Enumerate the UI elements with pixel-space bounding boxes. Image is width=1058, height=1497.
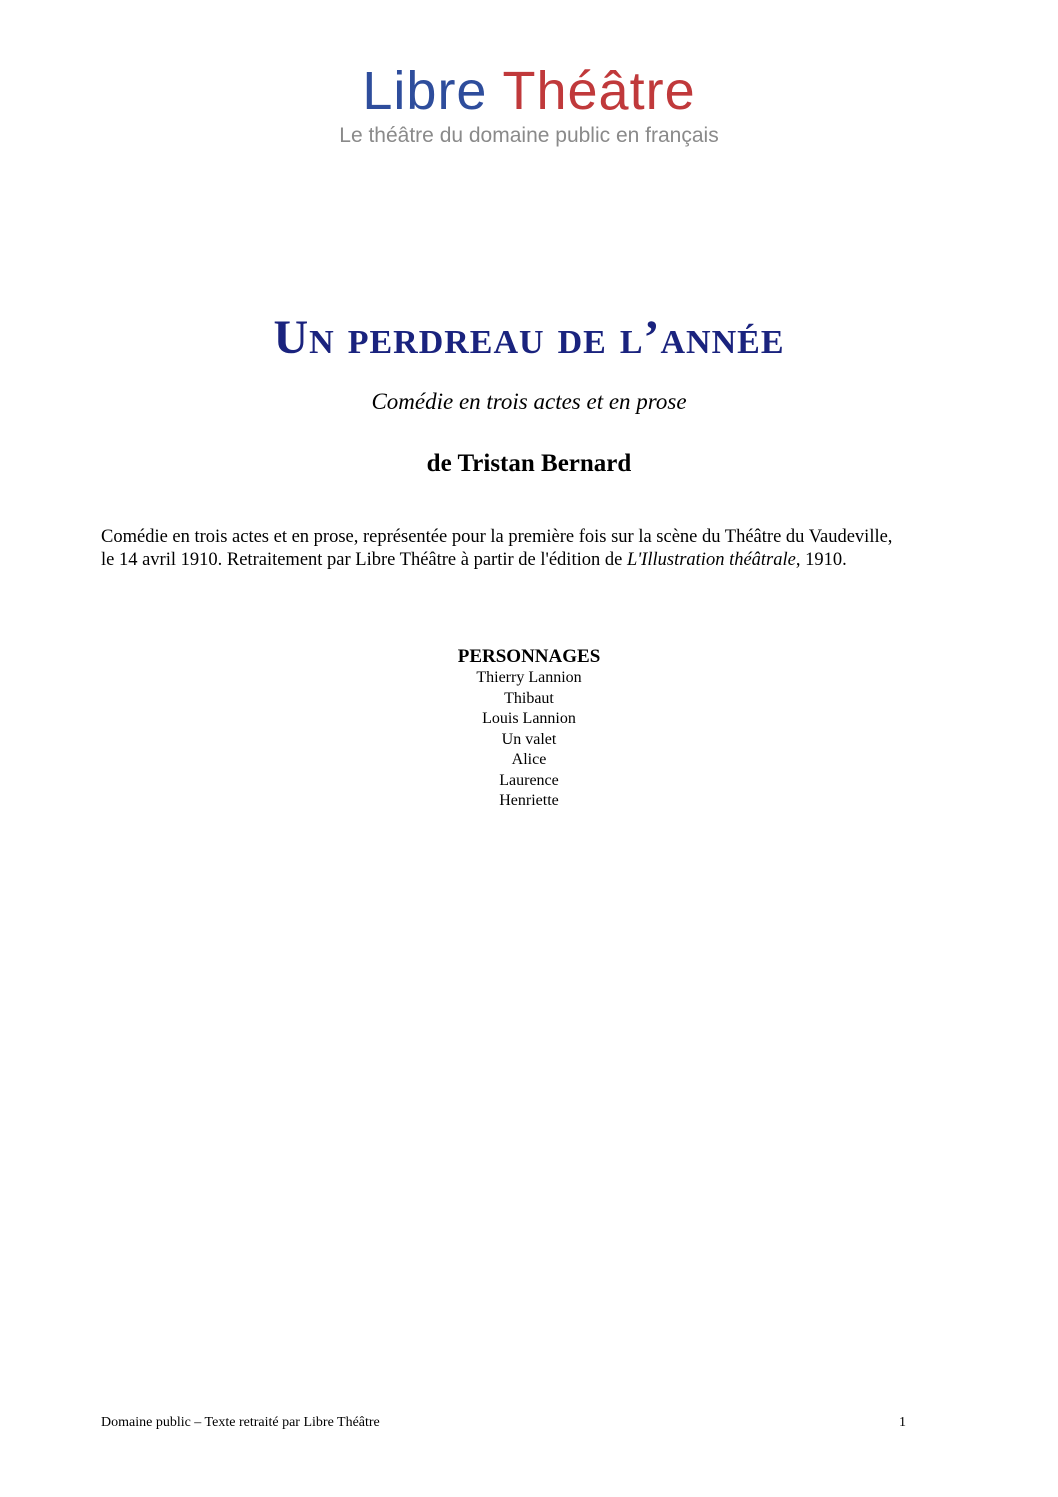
- logo-subtitle: Le théâtre du domaine public en français: [339, 124, 719, 147]
- character-item: Louis Lannion: [482, 710, 576, 727]
- edition-title: L'Illustration théâtrale: [626, 550, 796, 570]
- character-item: Laurence: [499, 771, 559, 789]
- logo-word-theatre: Théâtre: [502, 61, 696, 121]
- play-genre: Comédie en trois actes et en prose: [371, 389, 687, 414]
- footer-text: Domaine public – Texte retraité par Libre Théâtre: [101, 1415, 380, 1430]
- character-list: [0, 668, 1058, 812]
- logo-title: [0, 60, 1058, 122]
- description-line-2: [101, 549, 961, 572]
- description-line-2-start: le 14 avril 1910. Retraitement par Libre Théâtre à partir de l'édition de: [101, 550, 627, 570]
- description-line-2-end: , 1910.: [795, 550, 847, 570]
- character-item: Alice: [511, 751, 547, 768]
- character-item: Thierry Lannion: [476, 669, 582, 686]
- play-title: Un perdreau de l’année: [273, 311, 785, 364]
- page-number: 1: [899, 1415, 906, 1430]
- personnages-section: [0, 646, 1058, 812]
- description-line-1: Comédie en trois actes et en prose, représentée pour la première fois sur la scène du Théâtre du Vaudeville,: [101, 527, 893, 547]
- personnages-heading: PERSONNAGES: [457, 646, 601, 667]
- site-logo: [0, 60, 1058, 148]
- character-item: Un valet: [501, 730, 557, 748]
- character-item: Henriette: [499, 792, 559, 809]
- play-author: de Tristan Bernard: [426, 450, 632, 477]
- logo-word-libre: Libre: [362, 61, 488, 121]
- character-item: Thibaut: [504, 689, 554, 707]
- play-description: [101, 526, 961, 572]
